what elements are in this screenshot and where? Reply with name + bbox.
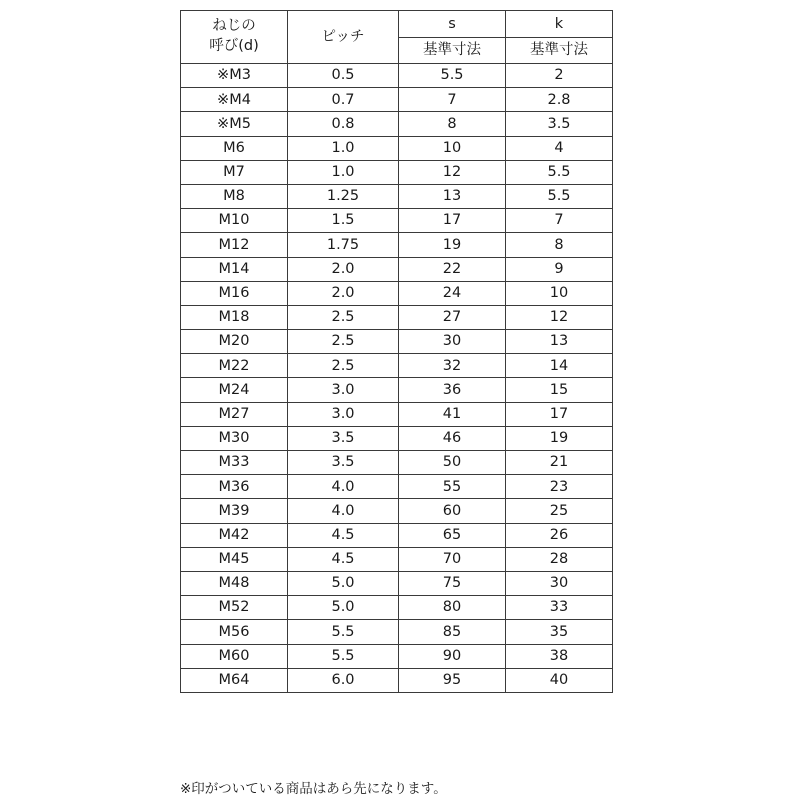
cell-thread-size: M16 (181, 281, 288, 305)
cell-pitch: 4.5 (288, 547, 399, 571)
cell-k: 5.5 (506, 160, 613, 184)
cell-thread-size: M39 (181, 499, 288, 523)
cell-s: 24 (399, 281, 506, 305)
cell-thread-size: M56 (181, 620, 288, 644)
cell-pitch: 2.0 (288, 281, 399, 305)
header-thread-size (181, 11, 288, 64)
cell-pitch: 6.0 (288, 668, 399, 692)
cell-k: 35 (506, 620, 613, 644)
cell-thread-size: M33 (181, 451, 288, 475)
cell-pitch: 1.5 (288, 209, 399, 233)
cell-s: 55 (399, 475, 506, 499)
header-k: k (506, 11, 613, 38)
table-row (181, 330, 613, 354)
cell-thread-size: M22 (181, 354, 288, 378)
cell-pitch: 3.0 (288, 378, 399, 402)
header-row-top (181, 11, 613, 38)
table-row (181, 523, 613, 547)
table-row (181, 184, 613, 208)
cell-k: 40 (506, 668, 613, 692)
cell-pitch: 4.0 (288, 499, 399, 523)
cell-pitch: 5.5 (288, 644, 399, 668)
table-row (181, 620, 613, 644)
cell-thread-size: M12 (181, 233, 288, 257)
cell-s: 8 (399, 112, 506, 136)
cell-thread-size: M8 (181, 184, 288, 208)
cell-k: 13 (506, 330, 613, 354)
cell-s: 13 (399, 184, 506, 208)
table-row (181, 499, 613, 523)
cell-pitch: 1.0 (288, 136, 399, 160)
cell-s: 80 (399, 596, 506, 620)
cell-thread-size: M14 (181, 257, 288, 281)
cell-pitch: 0.8 (288, 112, 399, 136)
cell-pitch: 5.0 (288, 596, 399, 620)
table-row (181, 281, 613, 305)
cell-k: 38 (506, 644, 613, 668)
cell-k: 14 (506, 354, 613, 378)
cell-k: 23 (506, 475, 613, 499)
cell-k: 33 (506, 596, 613, 620)
table-row (181, 136, 613, 160)
table-row (181, 64, 613, 88)
cell-s: 46 (399, 426, 506, 450)
cell-thread-size: ※M5 (181, 112, 288, 136)
cell-pitch: 2.5 (288, 354, 399, 378)
header-thread-size-line1: ねじの (212, 18, 256, 35)
cell-thread-size: M6 (181, 136, 288, 160)
cell-k: 7 (506, 209, 613, 233)
table-row (181, 354, 613, 378)
cell-k: 17 (506, 402, 613, 426)
cell-thread-size: M7 (181, 160, 288, 184)
cell-thread-size: M27 (181, 402, 288, 426)
cell-pitch: 5.0 (288, 571, 399, 595)
cell-pitch: 2.0 (288, 257, 399, 281)
cell-pitch: 3.5 (288, 451, 399, 475)
cell-s: 27 (399, 305, 506, 329)
header-s-nominal: 基準寸法 (399, 38, 506, 64)
cell-pitch: 2.5 (288, 305, 399, 329)
cell-thread-size: M18 (181, 305, 288, 329)
cell-k: 30 (506, 571, 613, 595)
cell-thread-size: M60 (181, 644, 288, 668)
header-pitch: ピッチ (288, 11, 399, 64)
cell-thread-size: M52 (181, 596, 288, 620)
spec-table (180, 10, 613, 693)
cell-thread-size: M48 (181, 571, 288, 595)
cell-s: 85 (399, 620, 506, 644)
table-row (181, 596, 613, 620)
cell-k: 8 (506, 233, 613, 257)
table-row (181, 112, 613, 136)
cell-k: 25 (506, 499, 613, 523)
cell-pitch: 3.0 (288, 402, 399, 426)
cell-k: 2.8 (506, 88, 613, 112)
cell-s: 12 (399, 160, 506, 184)
cell-s: 17 (399, 209, 506, 233)
header-s: s (399, 11, 506, 38)
cell-s: 95 (399, 668, 506, 692)
table-row (181, 378, 613, 402)
cell-pitch: 4.0 (288, 475, 399, 499)
cell-s: 19 (399, 233, 506, 257)
cell-s: 30 (399, 330, 506, 354)
table-row (181, 233, 613, 257)
cell-pitch: 1.0 (288, 160, 399, 184)
footnote: ※印がついている商品はあら先になります。 (180, 781, 447, 797)
cell-s: 60 (399, 499, 506, 523)
spec-table-body (181, 11, 613, 693)
cell-s: 10 (399, 136, 506, 160)
table-row (181, 451, 613, 475)
table-row (181, 668, 613, 692)
cell-thread-size: M24 (181, 378, 288, 402)
table-row (181, 160, 613, 184)
cell-s: 36 (399, 378, 506, 402)
cell-s: 7 (399, 88, 506, 112)
cell-k: 12 (506, 305, 613, 329)
table-row (181, 426, 613, 450)
cell-s: 90 (399, 644, 506, 668)
cell-pitch: 3.5 (288, 426, 399, 450)
cell-s: 65 (399, 523, 506, 547)
cell-thread-size: ※M3 (181, 64, 288, 88)
header-k-nominal: 基準寸法 (506, 38, 613, 64)
cell-k: 4 (506, 136, 613, 160)
cell-pitch: 4.5 (288, 523, 399, 547)
cell-s: 22 (399, 257, 506, 281)
cell-k: 5.5 (506, 184, 613, 208)
cell-pitch: 0.5 (288, 64, 399, 88)
cell-k: 21 (506, 451, 613, 475)
cell-k: 3.5 (506, 112, 613, 136)
cell-s: 70 (399, 547, 506, 571)
table-row (181, 402, 613, 426)
table-row (181, 475, 613, 499)
table-row (181, 571, 613, 595)
cell-s: 50 (399, 451, 506, 475)
cell-pitch: 2.5 (288, 330, 399, 354)
cell-k: 15 (506, 378, 613, 402)
cell-thread-size: M64 (181, 668, 288, 692)
cell-thread-size: M42 (181, 523, 288, 547)
cell-thread-size: M10 (181, 209, 288, 233)
cell-thread-size: M36 (181, 475, 288, 499)
cell-s: 41 (399, 402, 506, 426)
cell-thread-size: ※M4 (181, 88, 288, 112)
table-row (181, 644, 613, 668)
cell-thread-size: M30 (181, 426, 288, 450)
table-row (181, 305, 613, 329)
table-row (181, 209, 613, 233)
cell-thread-size: M20 (181, 330, 288, 354)
table-row (181, 257, 613, 281)
cell-pitch: 1.75 (288, 233, 399, 257)
cell-s: 5.5 (399, 64, 506, 88)
cell-k: 26 (506, 523, 613, 547)
cell-k: 2 (506, 64, 613, 88)
cell-k: 19 (506, 426, 613, 450)
cell-k: 9 (506, 257, 613, 281)
cell-k: 28 (506, 547, 613, 571)
cell-s: 32 (399, 354, 506, 378)
cell-thread-size: M45 (181, 547, 288, 571)
cell-s: 75 (399, 571, 506, 595)
header-thread-size-line2: 呼び(d) (209, 38, 259, 54)
cell-pitch: 5.5 (288, 620, 399, 644)
cell-k: 10 (506, 281, 613, 305)
cell-pitch: 1.25 (288, 184, 399, 208)
cell-pitch: 0.7 (288, 88, 399, 112)
table-row (181, 88, 613, 112)
table-row (181, 547, 613, 571)
